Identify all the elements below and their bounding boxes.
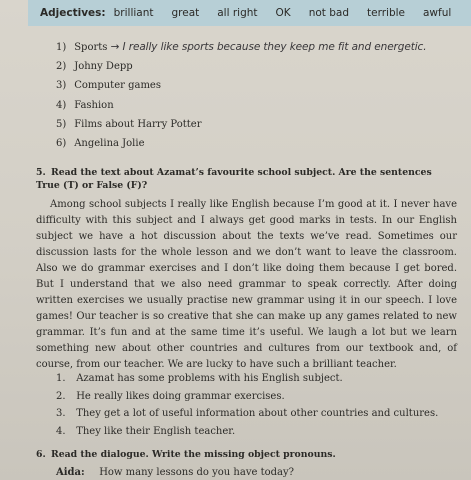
item-text: Angelina Jolie (74, 137, 145, 149)
adjective-word: terrible (367, 7, 405, 19)
list-item (56, 96, 426, 115)
item-text: Johny Depp (74, 61, 133, 73)
item-text: They like their English teacher. (76, 425, 236, 437)
list-item (56, 38, 426, 57)
item-number: 1) (56, 42, 67, 53)
list-item (56, 405, 438, 423)
item-text: Fashion (74, 99, 114, 111)
item-number: 4) (56, 99, 67, 111)
adjectives-box (28, 0, 471, 26)
adjective-word: all right (217, 7, 258, 19)
item-number: 1. (56, 373, 66, 384)
list-item (56, 423, 438, 441)
list-item (56, 115, 426, 134)
list-item (56, 134, 426, 153)
item-text: Films about Harry Potter (74, 118, 202, 130)
adjective-word: brilliant (113, 7, 154, 19)
item-text: He really likes doing grammar exercises. (76, 390, 285, 402)
adjective-word: great (171, 7, 200, 19)
item-text: Sports (74, 42, 108, 53)
item-number: 5) (56, 118, 67, 130)
item-text: They get a lot of useful information about other countries and cultures. (76, 408, 439, 420)
speaker-name: Aida: (56, 467, 85, 478)
task-6-instruction (36, 448, 456, 461)
task-text: Read the dialogue. Write the missing object pronouns. (50, 449, 336, 460)
task-text: Read the text about Azamat’s favourite school subject. Are the sentences True (T) or False (F)? (36, 167, 432, 191)
list-item (56, 370, 438, 388)
reading-text: Among school subjects I really like English because I’m good at it. I never have difficulty with this subject and I always get good marks in tests. In our English subject we have a hot discussion about the texts we’ve read. Sometimes our discussion lasts for the whole lesson and we don’t want to leave the classroom. Also we do grammar exercises and I don’t like doing them because I get bored. But I understand that we also need grammar to speak correctly. After doing written exercises we usually practise new grammar using it in our speech. I love games! Our teacher is so creative that she can make up any games related to new grammar. It’s fun and at the same time it’s useful. We laugh a lot but we learn something new about other countries and cultures from our textbook and, of course, from our teacher. We are lucky to have such a brilliant teacher. (36, 199, 457, 370)
item-number: 2) (56, 61, 67, 73)
item-number: 6) (56, 137, 67, 149)
adjective-word: OK (275, 7, 291, 19)
list-item (56, 76, 426, 95)
item-number: 2. (56, 390, 66, 402)
adjective-word: not bad (308, 7, 349, 19)
item-number: 3) (56, 80, 67, 92)
item-text: Azamat has some problems with his English subject. (76, 373, 343, 384)
handwritten-answer: → I really like sports because they keep me fit and energetic. (110, 41, 427, 53)
exercise-list (56, 38, 426, 153)
list-item (56, 388, 438, 406)
item-number: 4. (56, 425, 66, 437)
task-number: 5. (36, 167, 46, 178)
adjectives-title: Adjectives: (40, 7, 106, 19)
statement-list (56, 370, 438, 440)
dialogue-text: How many lessons do you have today? (99, 467, 294, 478)
item-text: Computer games (74, 80, 161, 92)
dialogue-line (56, 467, 294, 478)
task-5-instruction (36, 166, 456, 192)
item-number: 3. (56, 408, 66, 420)
list-item (56, 57, 426, 76)
adjective-word: awful (423, 7, 452, 19)
task-number: 6. (36, 449, 46, 460)
